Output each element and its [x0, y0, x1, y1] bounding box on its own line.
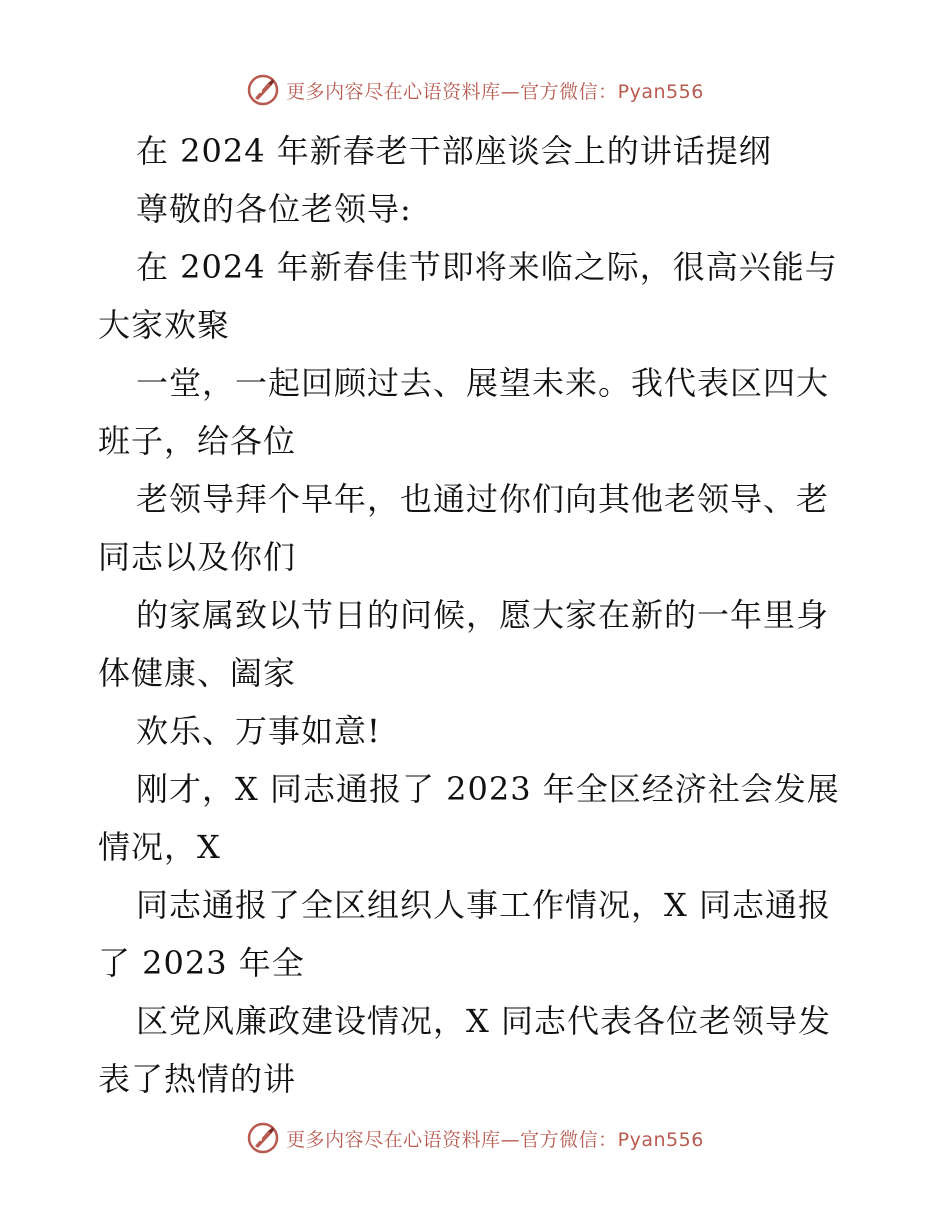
paragraph-line: 体健康、阖家	[98, 654, 297, 692]
paragraph-line: 同志通报了全区组织人事工作情况，X 同志通报	[136, 886, 831, 924]
document-body	[98, 122, 858, 1108]
paragraph-line: 欢乐、万事如意!	[136, 712, 381, 750]
paragraph-line: 区党风廉政建设情况，X 同志代表各位老领导发	[136, 1002, 831, 1040]
paragraph-line: 班子，给各位	[98, 422, 297, 460]
paragraph-line: 的家属致以节日的问候，愿大家在新的一年里身	[136, 596, 830, 634]
paragraph-line: 大家欢聚	[98, 306, 231, 344]
quill-pen-logo-icon	[246, 73, 280, 107]
paragraph-line: 情况，X	[98, 828, 221, 866]
document-title: 在 2024 年新春老干部座谈会上的讲话提纲	[136, 132, 772, 170]
header-banner	[0, 70, 950, 110]
footer-banner-text: 更多内容尽在心语资料库—官方微信：Pyan556	[286, 1128, 704, 1151]
footer-banner	[0, 1118, 950, 1158]
paragraph-line: 老领导拜个早年，也通过你们向其他老领导、老	[136, 480, 830, 518]
paragraph-line: 同志以及你们	[98, 538, 297, 576]
paragraph-line: 表了热情的讲	[98, 1060, 297, 1098]
paragraph-line: 了 2023 年全	[98, 944, 305, 982]
quill-pen-logo-icon	[246, 1121, 280, 1155]
salutation: 尊敬的各位老领导:	[136, 190, 412, 228]
paragraph-line: 刚才，X 同志通报了 2023 年全区经济社会发展	[136, 770, 840, 808]
header-banner-text: 更多内容尽在心语资料库—官方微信：Pyan556	[286, 80, 704, 103]
paragraph-line: 一堂，一起回顾过去、展望未来。我代表区四大	[136, 364, 830, 402]
paragraph-line: 在 2024 年新春佳节即将来临之际，很高兴能与	[136, 248, 838, 286]
